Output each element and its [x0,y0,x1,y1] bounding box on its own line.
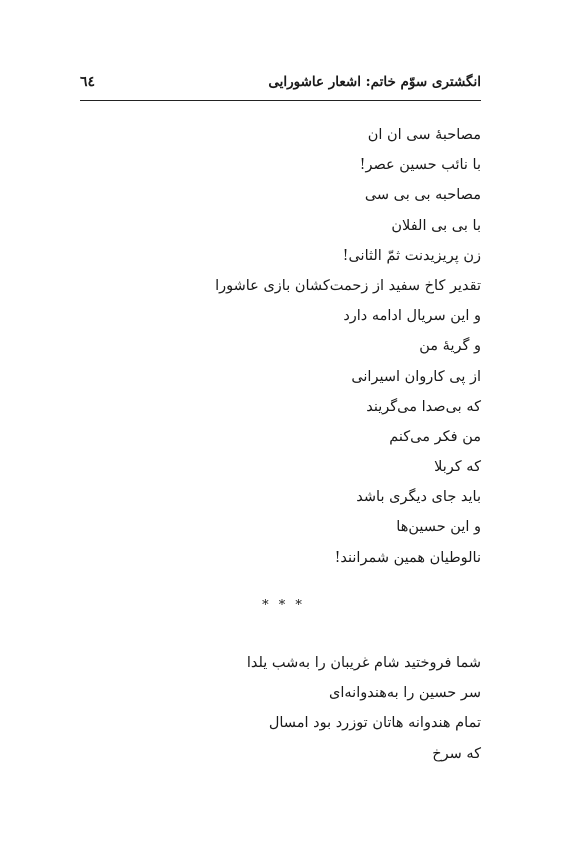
poem-line: من فکر می‌کنم [389,428,481,445]
poem-line: مصاحبه بی بی سی [364,187,481,204]
poem-line: و این حسین‌ها [396,519,481,536]
running-title: انگشتری سوّم خاتم: اشعار عاشورایی [268,74,481,90]
poem-line: باید جای دیگری باشد [356,489,481,506]
poem-line: و این سریال ادامه دارد [343,308,481,325]
poem-line: زن پریزیدنت ثمّ الثانی! [342,247,481,264]
poem-line: و گریهٔ من [419,338,481,355]
poem-line: که بی‌صدا می‌گریند [366,398,481,415]
poem-line: با بی بی الفلان [391,217,481,234]
poem-line: نالوطیان همین شمرانند! [334,549,481,566]
poem-line: که سرخ [432,745,481,762]
poem-line: که کربلا [434,459,481,476]
poem-stanza-1 [61,120,481,573]
poem-line: از پی کاروان اسیرانی [351,368,481,385]
poem-line: با نائب حسین عصر! [359,157,481,174]
poem-line: تمام هندوانه هاتان توزرد بود امسال [268,715,481,732]
header-rule [80,100,481,101]
page-header [80,72,481,98]
poem-stanza-2 [61,648,481,769]
poem-line: تقدیر کاخ سفید از زحمت‌کشان بازی عاشورا [215,277,481,294]
page-number: ٦٤ [80,74,96,90]
poem-line: سر حسین را به‌هندوانه‌ای [329,685,481,702]
stanza-separator: * * * [262,598,305,613]
poem-line: مصاحبهٔ سی ان ان [367,127,481,143]
poem-line: شما فروختید شام غریبان را به‌شب یلدا [246,655,481,671]
